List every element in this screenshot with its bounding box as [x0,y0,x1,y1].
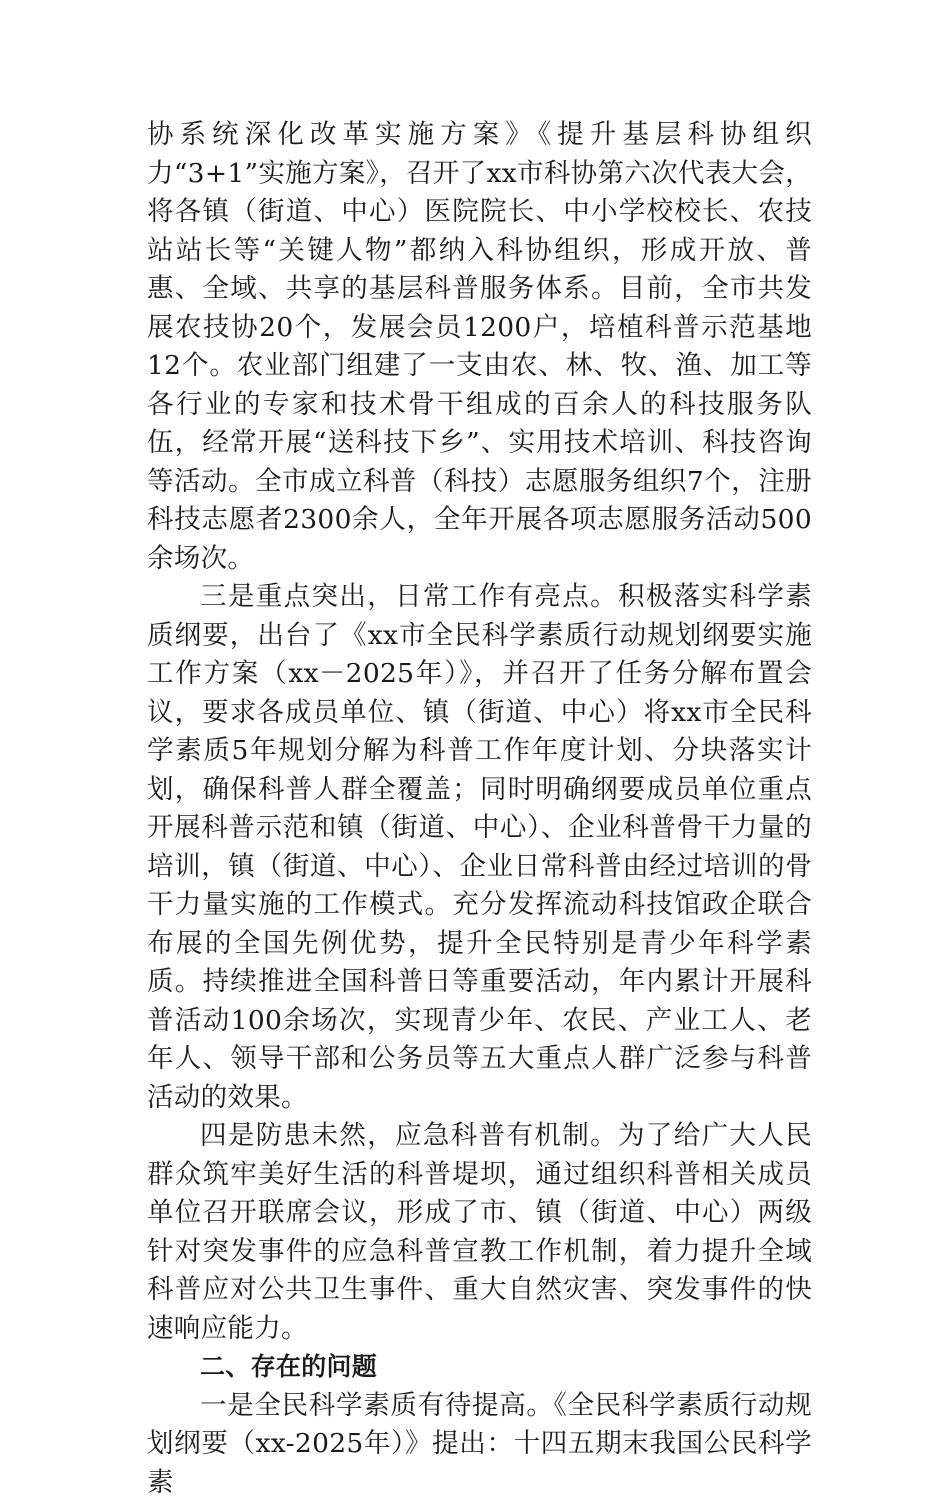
paragraph-key-work-highlights: 三是重点突出，日常工作有亮点。积极落实科学素质纲要，出台了《xx市全民科学素质行动规划纲要实施工作方案（xx－2025年）》，并召开了任务分解布置会议，要求各成员单位、镇（街道、中心）将xx市全民科学素质5年规划分解为科普工作年度计划、分块落实计划，确保科普人群全覆盖；同时明确纲要成员单位重点开展科普示范和镇（街道、中心）、企业科普骨干力量的培训，镇（街道、中心）、企业日常科普由经过培训的骨干力量实施的工作模式。充分发挥流动科技馆政企联合布展的全国先例优势，提升全民特别是青少年科学素质。持续推进全国科普日等重要活动，年内累计开展科普活动100余场次，实现青少年、农民、产业工人、老年人、领导干部和公务员等五大重点人群广泛参与科普活动的效果。 [147,578,812,1117]
section-heading-problems: 二、存在的问题 [147,1348,812,1387]
document-body [147,116,812,1502]
paragraph-emergency-science: 四是防患未然，应急科普有机制。为了给广大人民群众筑牢美好生活的科普堤坝，通过组织科普相关成员单位召开联席会议，形成了市、镇（街道、中心）两级针对突发事件的应急科普宣教工作机制，着力提升全域科普应对公共卫生事件、重大自然灾害、突发事件的快速响应能力。 [147,1117,812,1348]
paragraph-continuation: 协系统深化改革实施方案》《提升基层科协组织力“3+1”实施方案》，召开了xx市科协第六次代表大会，将各镇（街道、中心）医院院长、中小学校校长、农技站站长等“关键人物”都纳入科协组织，形成开放、普惠、全域、共享的基层科普服务体系。目前，全市共发展农技协20个，发展会员1200户，培植科普示范基地12个。农业部门组建了一支由农、林、牧、渔、加工等各行业的专家和技术骨干组成的百余人的科技服务队伍，经常开展“送科技下乡”、实用技术培训、科技咨询等活动。全市成立科普（科技）志愿服务组织7个，注册科技志愿者2300余人，全年开展各项志愿服务活动500余场次。 [147,116,812,578]
paragraph-science-literacy: 一是全民科学素质有待提高。《全民科学素质行动规划纲要（xx-2025年）》提出：十四五期末我国公民科学素 [147,1387,812,1502]
